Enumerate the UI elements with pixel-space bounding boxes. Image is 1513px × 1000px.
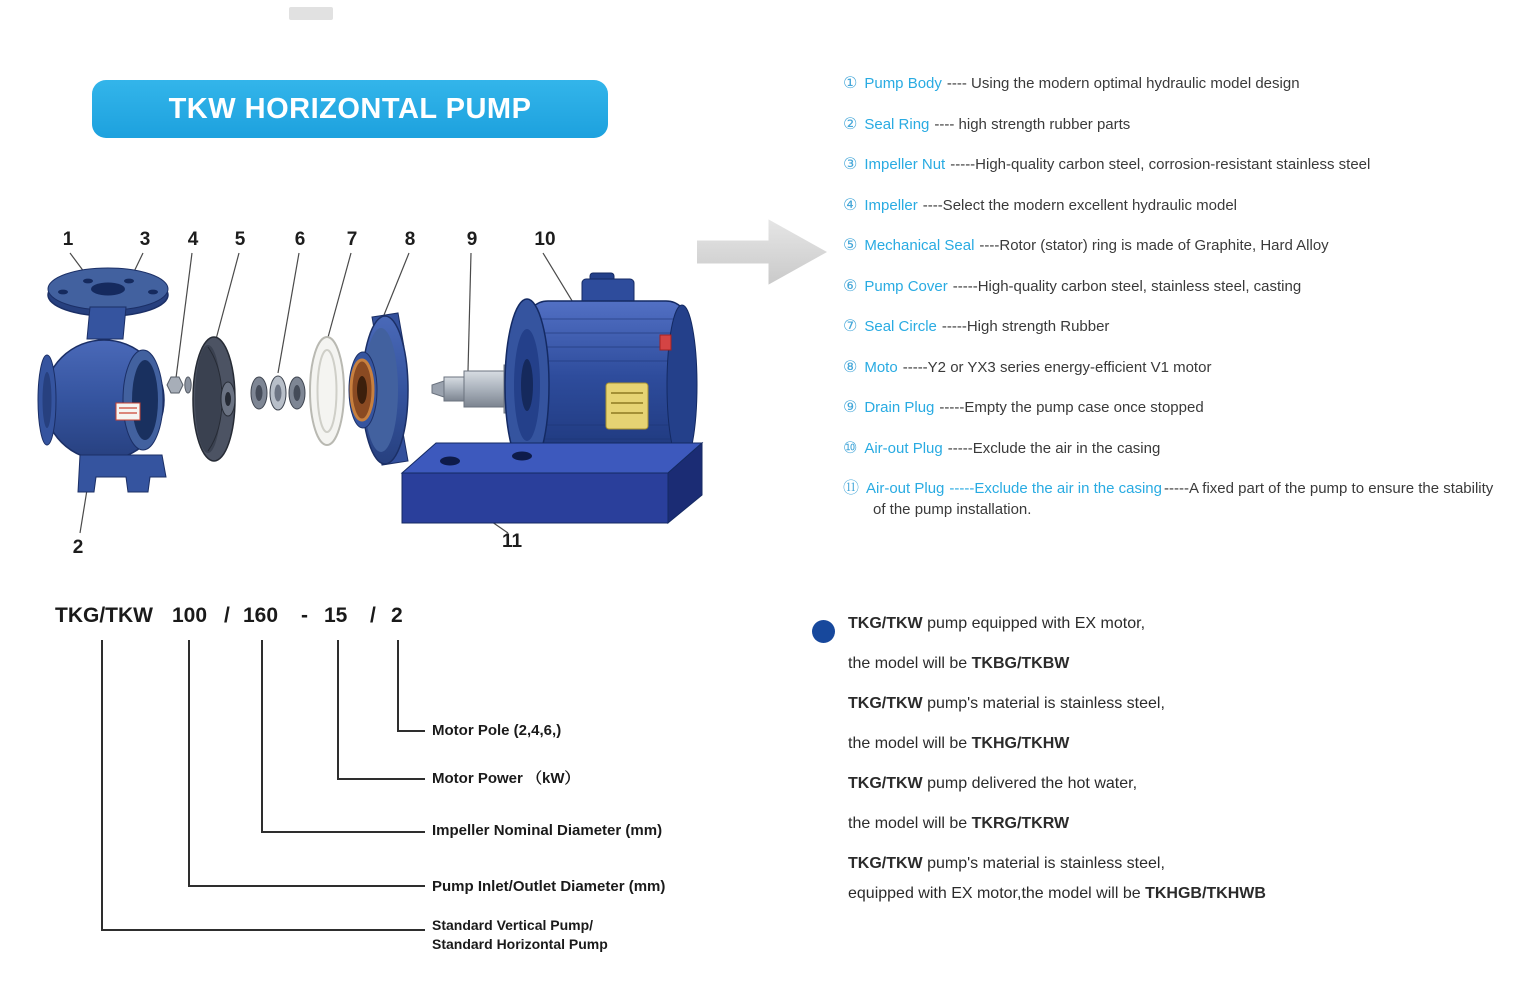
part-number-badge: ⑦ — [843, 316, 858, 335]
callout-10: 10 — [534, 229, 556, 250]
code-inlet-outlet: 100 — [172, 604, 208, 627]
pump-exploded-diagram — [30, 215, 770, 580]
part-item-4 — [843, 194, 1503, 216]
seal-circle-gasket — [310, 337, 344, 445]
label-impeller-diameter: Impeller Nominal Diameter (mm) — [432, 822, 663, 839]
model-notes — [848, 612, 1458, 922]
callout-2: 2 — [72, 537, 84, 558]
note-model-code: TKRG/TKRW — [971, 815, 1070, 832]
part-name: Mechanical Seal — [864, 237, 975, 254]
title-banner — [92, 80, 608, 138]
callout-8: 8 — [404, 229, 416, 250]
impeller — [193, 337, 235, 461]
note-text: the model will be — [848, 815, 972, 832]
note-model-code: TKG/TKW — [848, 695, 923, 712]
pump-body — [38, 268, 168, 492]
connector-line — [337, 778, 425, 780]
callout-6: 6 — [294, 229, 306, 250]
label-inlet-outlet: Pump Inlet/Outlet Diameter (mm) — [432, 878, 666, 895]
note-text: pump's material is stainless steel, — [922, 855, 1165, 872]
part-description: ---- Using the modern optimal hydraulic model design — [946, 75, 1300, 92]
part-description: -----High strength Rubber — [941, 318, 1110, 335]
part-number-badge: ② — [843, 113, 858, 133]
note-text: equipped with EX motor,the model will be — [848, 885, 1146, 902]
part-description: -----A fixed part of the pump to ensure the stability of the pump installation. — [873, 480, 1494, 518]
part-description: ----Select the modern excellent hydraulic model — [922, 196, 1238, 214]
model-code — [55, 604, 435, 632]
code-motor-power: 15 — [324, 604, 348, 627]
code-impeller-dia: 160 — [243, 604, 279, 627]
part-number-badge: ⑧ — [843, 356, 858, 376]
connector-line — [261, 640, 263, 833]
code-dash: - — [301, 604, 308, 627]
part-name: Drain Plug — [864, 399, 935, 416]
code-motor-pole: 2 — [391, 604, 403, 627]
bullet-icon — [812, 620, 835, 643]
part-item-1 — [843, 72, 1503, 94]
part-name: Pump Body — [864, 75, 942, 92]
note-text: the model will be — [848, 735, 972, 752]
connector-line — [397, 730, 425, 732]
connector-line — [188, 885, 425, 887]
note-text: pump delivered the hot water, — [922, 775, 1138, 792]
connector-line — [188, 640, 190, 887]
part-description: ----Rotor (stator) ring is made of Graphite, Hard Alloy — [979, 237, 1329, 254]
callout-11: 11 — [501, 531, 523, 552]
note-line-4 — [848, 732, 1458, 756]
part-description: -----High-quality carbon steel, corrosion-resistant stainless steel — [950, 156, 1371, 173]
label-motor-power: Motor Power （kW） — [432, 770, 580, 787]
impeller-nut — [167, 377, 191, 393]
part-item-11 — [843, 477, 1503, 520]
note-line-2 — [848, 652, 1458, 676]
connector-line — [337, 640, 339, 780]
part-name: Impeller Nut — [864, 156, 946, 173]
part-name: Seal Circle — [864, 318, 937, 335]
part-item-9 — [843, 396, 1503, 418]
note-line-8 — [848, 882, 1458, 906]
part-item-10 — [843, 437, 1503, 459]
note-model-code: TKG/TKW — [848, 775, 923, 792]
note-model-code: TKHG/TKHW — [971, 735, 1070, 752]
part-item-6 — [843, 275, 1503, 297]
part-description: -----Empty the pump case once stopped — [939, 399, 1204, 416]
top-artifact — [289, 7, 333, 20]
callout-5: 5 — [234, 229, 246, 250]
part-number-badge: ⑪ — [843, 478, 860, 497]
note-line-5 — [848, 772, 1458, 796]
part-number-badge: ⑤ — [843, 235, 858, 254]
note-line-1 — [848, 612, 1458, 636]
callout-7: 7 — [346, 229, 358, 250]
label-motor-pole: Motor Pole (2,4,6,) — [432, 722, 562, 739]
note-model-code: TKBG/TKBW — [971, 655, 1070, 672]
part-name: Air-out Plug — [866, 480, 945, 497]
connector-line — [101, 929, 425, 931]
mechanical-seal-rings — [251, 376, 305, 410]
page-title: TKW HORIZONTAL PUMP — [168, 92, 532, 125]
part-name: Seal Ring — [864, 115, 930, 133]
code-prefix: TKG/TKW — [55, 604, 153, 627]
part-description: -----Y2 or YX3 series energy-efficient V1 motor — [902, 358, 1212, 376]
label-standard-line2: Standard Horizontal Pump — [432, 936, 608, 952]
note-line-7 — [848, 852, 1458, 876]
part-description: ---- high strength rubber parts — [934, 115, 1131, 133]
callout-4: 4 — [187, 229, 199, 250]
connector-line — [101, 640, 103, 931]
note-model-code: TKG/TKW — [848, 615, 923, 632]
part-number-badge: ⑥ — [843, 275, 858, 295]
callout-3: 3 — [139, 229, 151, 250]
note-text: the model will be — [848, 655, 972, 672]
note-model-code: TKHGB/TKHWB — [1145, 885, 1266, 902]
code-slash-2: / — [370, 604, 376, 627]
part-number-badge: ⑩ — [843, 437, 858, 457]
code-slash-1: / — [224, 604, 230, 627]
note-line-3 — [848, 692, 1458, 716]
label-standard-line1: Standard Vertical Pump/ — [432, 917, 594, 933]
part-name: Pump Cover — [864, 277, 948, 295]
part-number-badge: ① — [843, 73, 858, 92]
part-name: Impeller — [864, 196, 918, 214]
part-item-8 — [843, 356, 1503, 378]
part-number-badge: ⑨ — [843, 397, 858, 416]
note-line-6 — [848, 812, 1458, 836]
connector-line — [397, 640, 399, 732]
part-number-badge: ③ — [843, 154, 858, 173]
note-text: pump's material is stainless steel, — [922, 695, 1165, 712]
part-item-3 — [843, 153, 1503, 175]
note-text: pump equipped with EX motor, — [922, 615, 1146, 632]
pump-cover — [349, 313, 408, 465]
part-description-blue: -----Exclude the air in the casing — [949, 480, 1162, 497]
callout-9: 9 — [466, 229, 478, 250]
label-standard-pump — [432, 916, 608, 954]
part-item-7 — [843, 315, 1503, 337]
base-plate — [402, 443, 702, 523]
part-name: Moto — [864, 358, 898, 376]
note-model-code: TKG/TKW — [848, 855, 923, 872]
part-number-badge: ④ — [843, 194, 858, 214]
part-item-5 — [843, 234, 1503, 256]
part-description: -----High-quality carbon steel, stainless steel, casting — [952, 277, 1302, 295]
connector-line — [261, 831, 425, 833]
part-item-2 — [843, 113, 1503, 135]
callout-1: 1 — [62, 229, 74, 250]
part-description: -----Exclude the air in the casing — [947, 439, 1161, 457]
parts-legend — [843, 72, 1503, 539]
part-name: Air-out Plug — [864, 439, 943, 457]
